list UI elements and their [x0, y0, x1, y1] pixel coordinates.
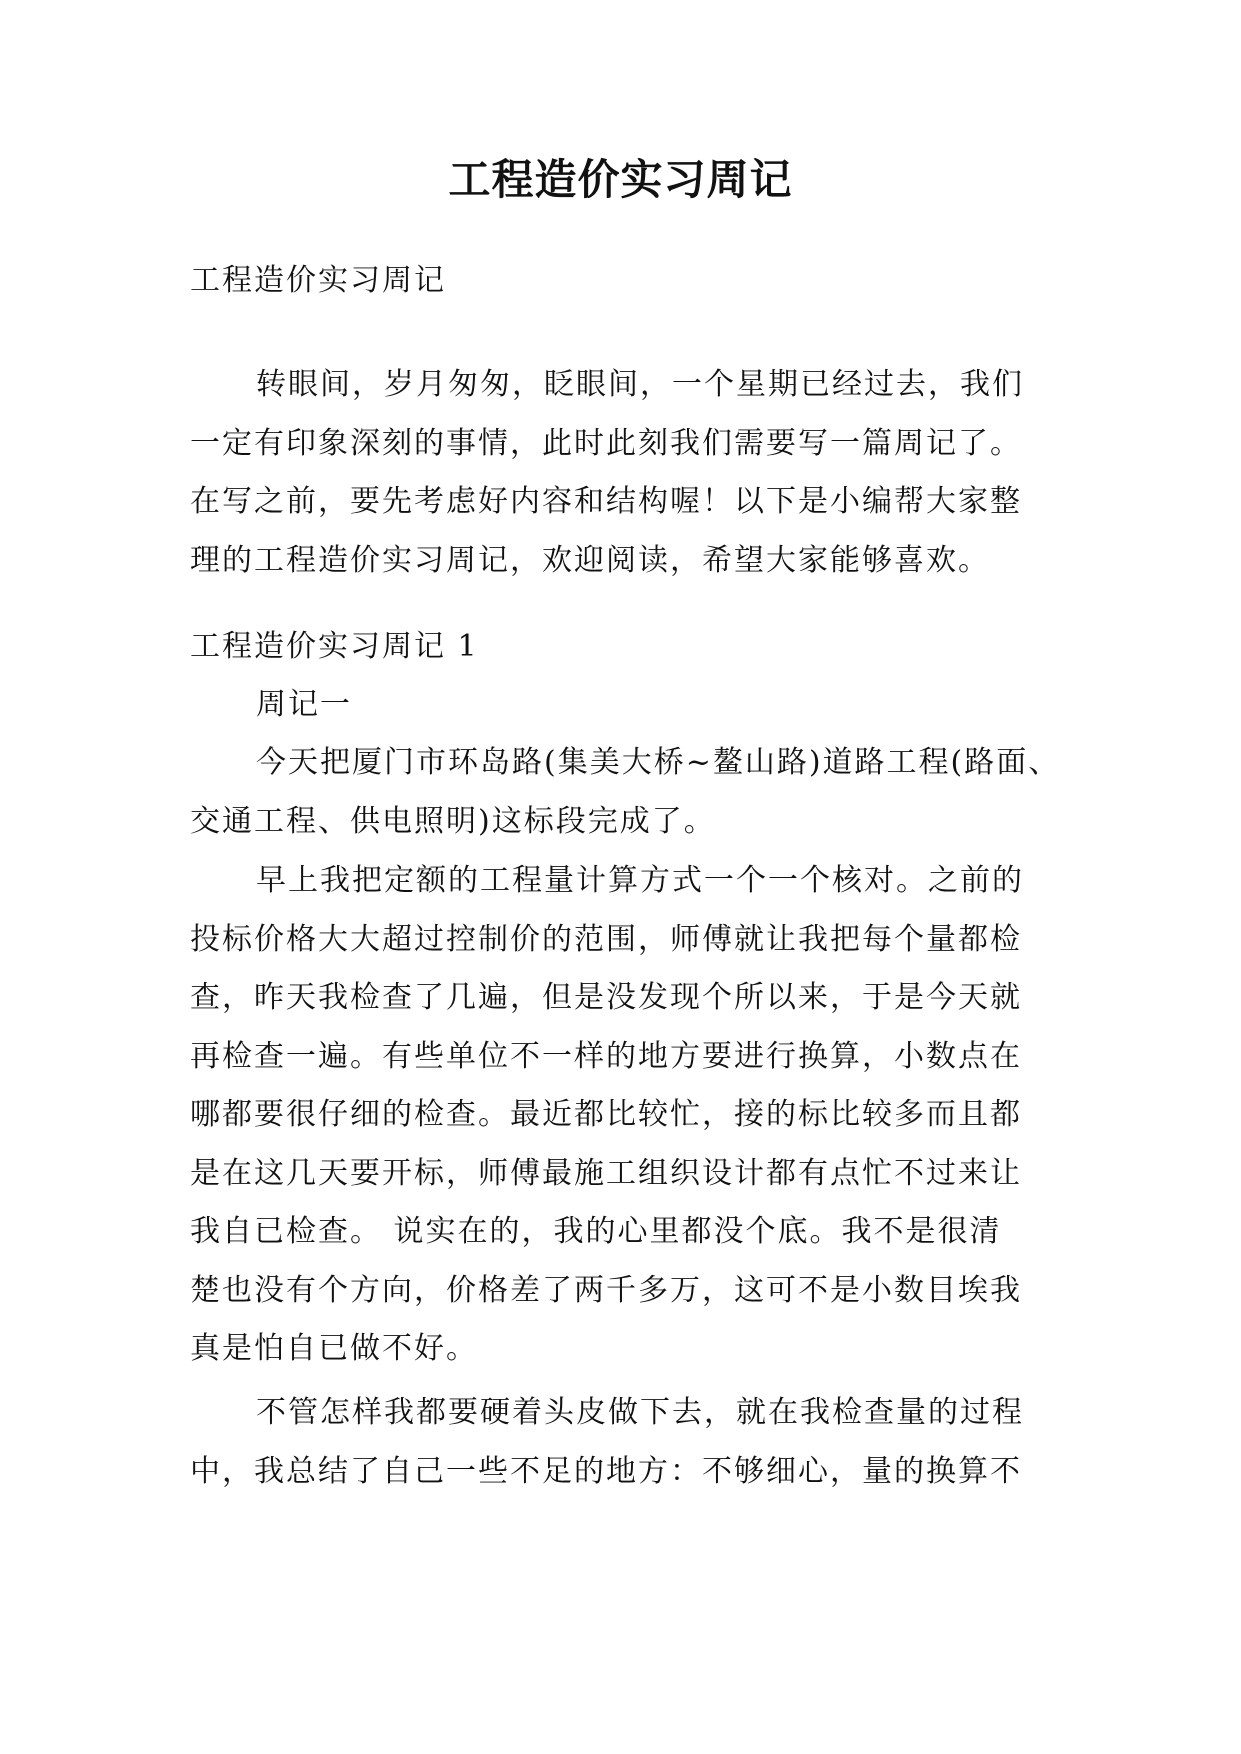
paragraph-line: 一定有印象深刻的事情，此时此刻我们需要写一篇周记了。	[190, 425, 1022, 461]
paragraph-line: 查，昨天我检查了几遍，但是没发现个所以来，于是今天就	[190, 980, 1022, 1015]
paragraph-line: 我自已检查。 说实在的，我的心里都没个底。我不是很清	[190, 1214, 1002, 1249]
section-heading	[190, 618, 1070, 677]
paragraph-line: 楚也没有个方向，价格差了两千多万，这可不是小数目埃我	[190, 1272, 1022, 1308]
paragraph-line: 今天把厦门市环岛路(集美大桥~鳌山路)道路工程(路面、	[256, 745, 1061, 780]
section-heading-line: 工程造价实习周记 1	[190, 629, 479, 664]
paragraph-2	[190, 852, 1070, 1379]
week-label	[190, 676, 1070, 735]
subtitle-line: 工程造价实习周记	[190, 263, 446, 298]
paragraph-line: 转眼间，岁月匆匆，眨眼间，一个星期已经过去，我们	[256, 367, 1024, 402]
week-label-line: 周记一	[256, 687, 352, 722]
paragraph-line: 是在这几天要开标，师傅最施工组织设计都有点忙不过来让	[190, 1155, 1022, 1191]
paragraph-3	[190, 1384, 1070, 1501]
paragraph-line: 交通工程、供电照明)这标段完成了。	[190, 803, 716, 839]
paragraph-line: 在写之前，要先考虑好内容和结构喔！以下是小编帮大家整	[190, 484, 1022, 519]
paragraph-line: 哪都要很仔细的检查。最近都比较忙，接的标比较多而且都	[190, 1097, 1022, 1132]
paragraph-line: 不管怎样我都要硬着头皮做下去，就在我检查量的过程	[256, 1395, 1024, 1430]
paragraph-line: 投标价格大大超过控制价的范围，师傅就让我把每个量都检	[190, 921, 1022, 957]
paragraph-line: 再检查一遍。有些单位不一样的地方要进行换算，小数点在	[190, 1038, 1022, 1074]
paragraph-line: 真是怕自已做不好。	[190, 1331, 478, 1366]
paragraph-1	[190, 734, 1070, 851]
document-title: 工程造价实习周记	[448, 155, 793, 204]
paragraph-line: 中，我总结了自己一些不足的地方：不够细心，量的换算不	[190, 1453, 1022, 1489]
intro-paragraph	[190, 356, 1070, 590]
paragraph-line: 早上我把定额的工程量计算方式一个一个核对。之前的	[256, 863, 1024, 898]
document-subtitle	[190, 252, 1070, 311]
paragraph-line: 理的工程造价实习周记，欢迎阅读，希望大家能够喜欢。	[190, 542, 990, 578]
